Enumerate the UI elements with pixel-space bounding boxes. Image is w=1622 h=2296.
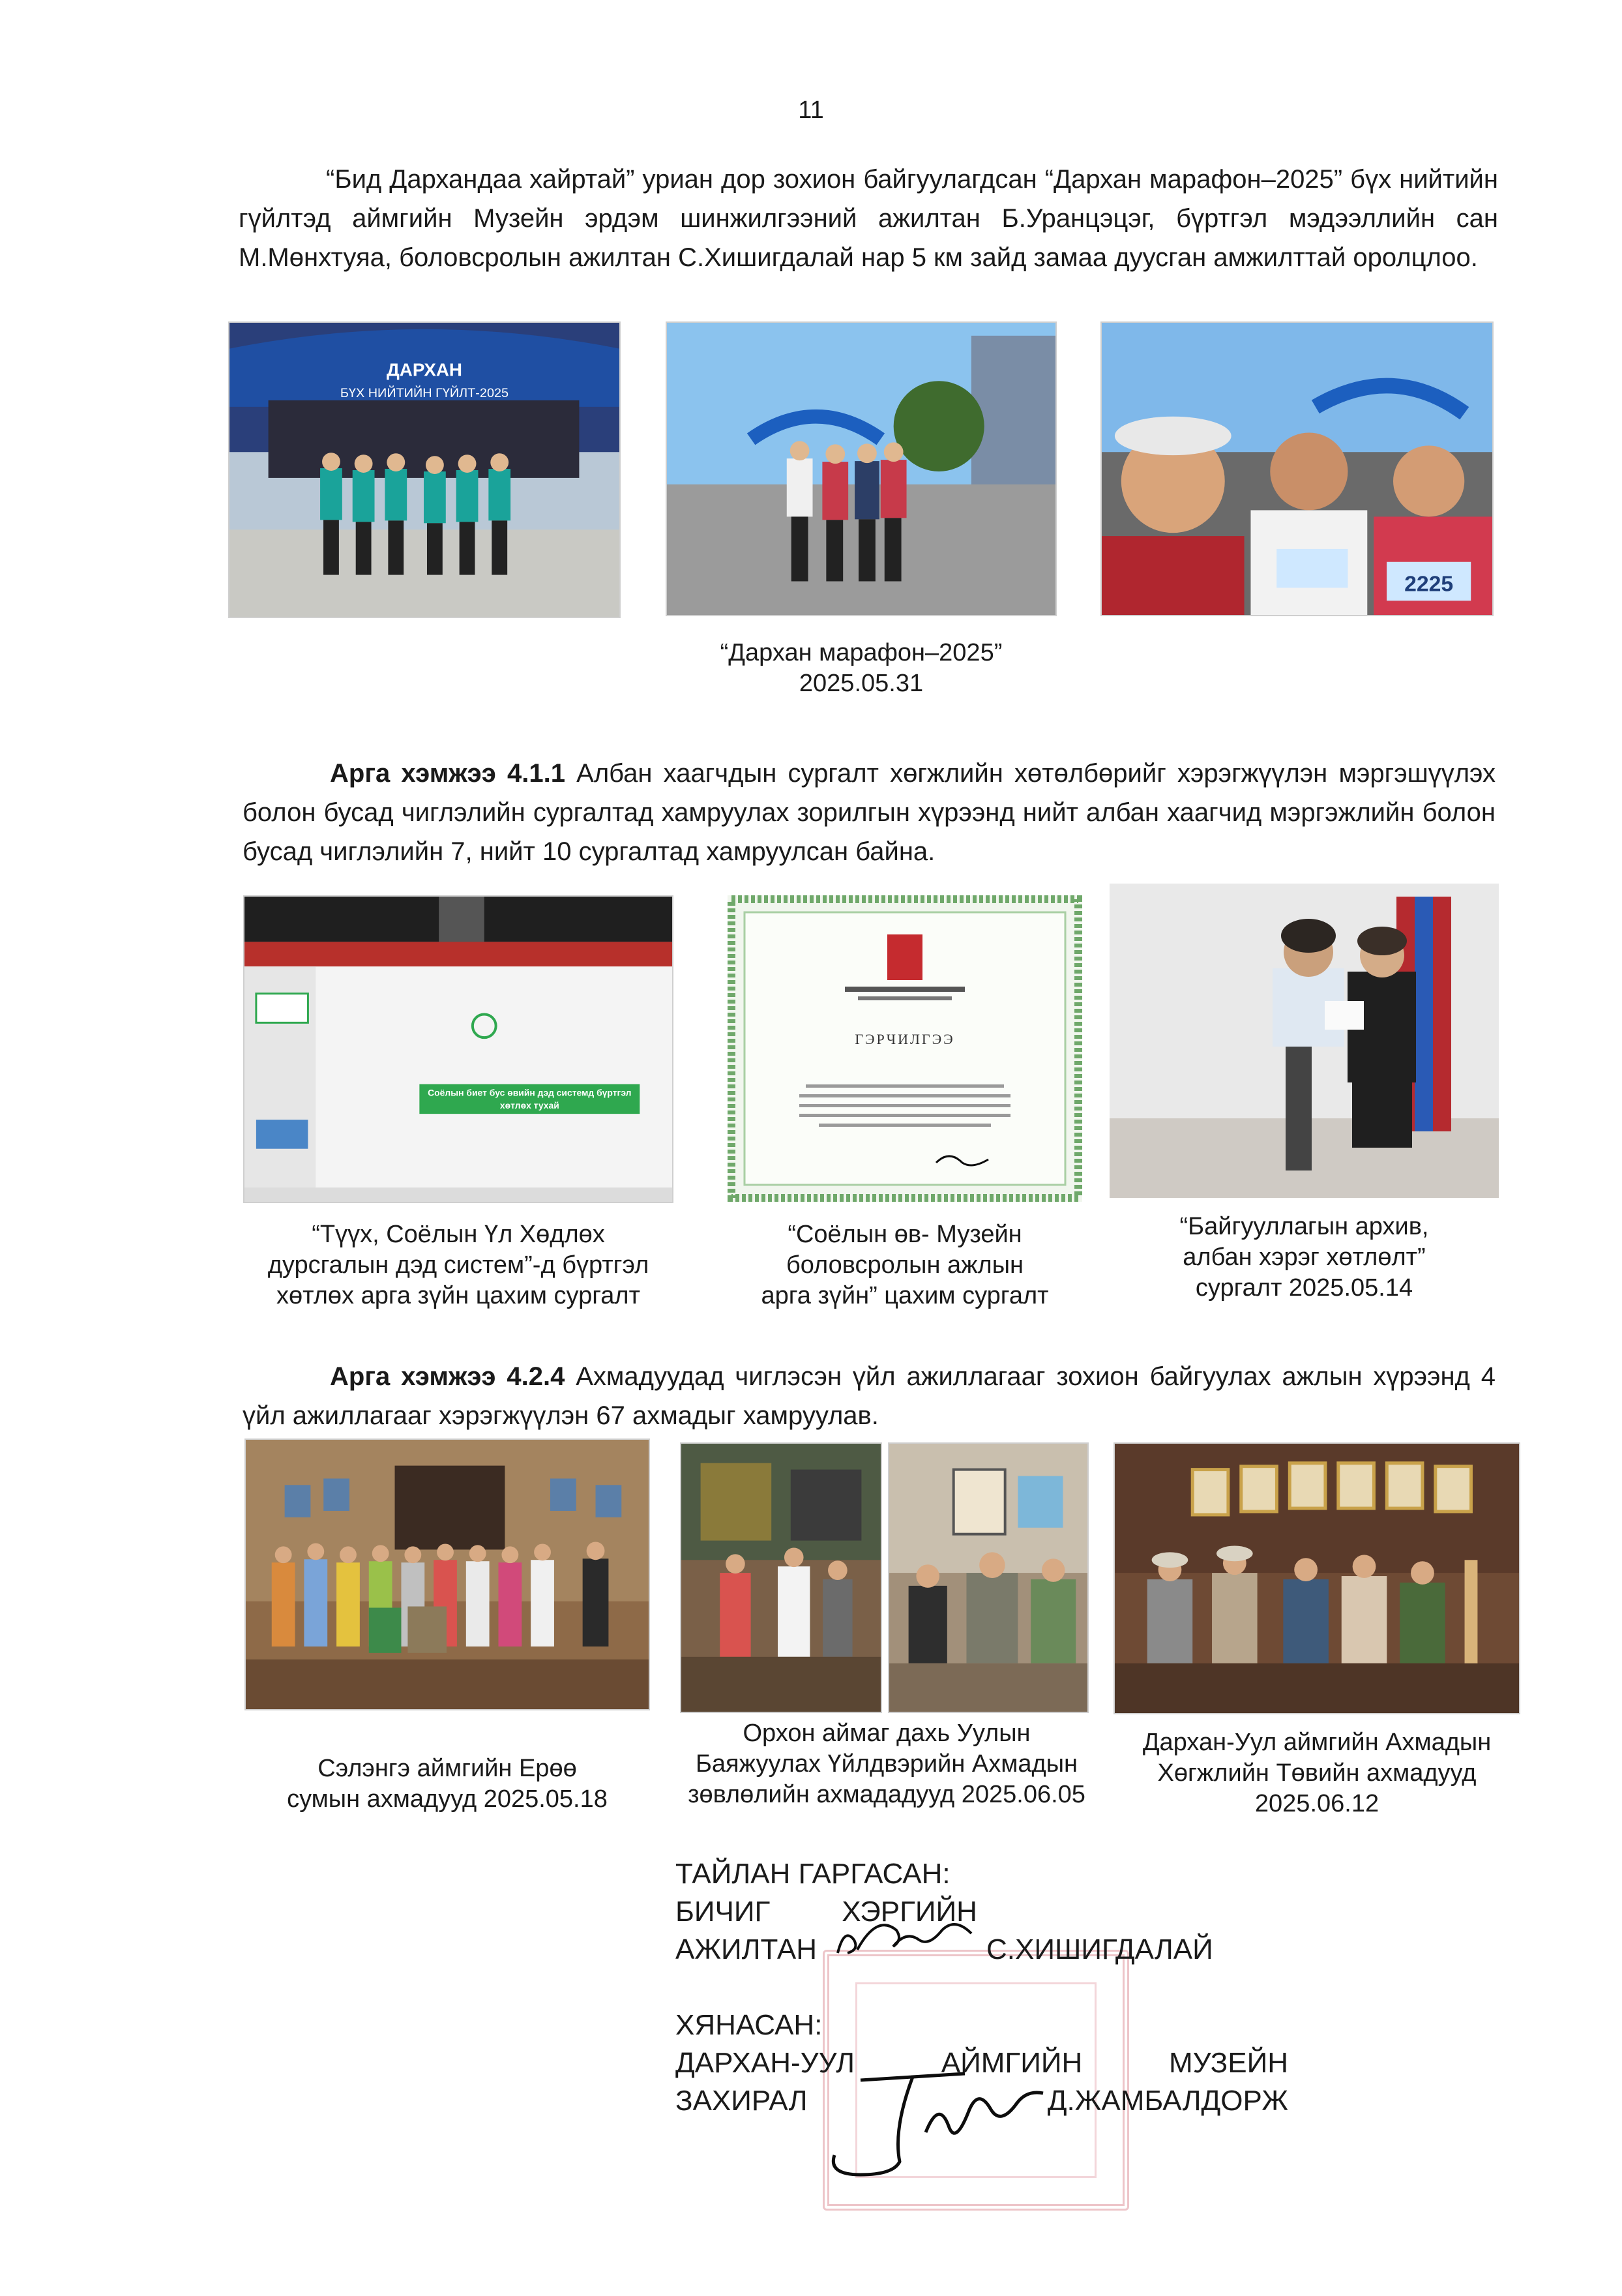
photo-marathon-stage — [228, 321, 621, 618]
photo-marathon-selfie — [1100, 321, 1494, 616]
reviewed-by-org-c: МУЗЕЙН — [1169, 2047, 1288, 2079]
certificate-title: ГЭРЧИЛГЭЭ — [855, 1031, 955, 1047]
caption-heritage-line2: дурсгалын дэд систем”-д бүртгэл — [267, 1251, 649, 1279]
caption-orkhon-line2: Баяжуулах Үйлдвэрийн Ахмадын — [695, 1750, 1078, 1778]
caption-darkhan-line3: 2025.06.12 — [1254, 1790, 1379, 1817]
photo-archive-training — [1110, 884, 1499, 1198]
banner-top-text: ДАРХАН — [386, 359, 463, 380]
signature-reviewed — [815, 2061, 1050, 2184]
photo-orkhon-elders-left — [680, 1442, 882, 1713]
caption-selenge-line2: сумын ахмадууд 2025.05.18 — [287, 1785, 608, 1813]
caption-selenge-elders — [244, 1753, 650, 1815]
photo-darkhan-elders — [1113, 1442, 1520, 1714]
paragraph-elderly-text: Ахмадуудад чиглэсэн үйл ажиллагааг зохион байгуулах ажлын хүрээнд 4 үйл ажиллагааг хэрэгжүүлэн 67 ахмадыг хамруулав. — [243, 1362, 1496, 1430]
signature-prepared — [831, 1914, 994, 1966]
bib-number: 2225 — [1404, 571, 1454, 597]
caption-marathon-line2: 2025.05.31 — [799, 670, 924, 697]
caption-archive-line3: сургалт 2025.05.14 — [1195, 1274, 1413, 1302]
caption-archive-training — [1110, 1212, 1499, 1304]
photo-selenge-elders — [244, 1439, 650, 1710]
reviewed-by-name: Д.ЖАМБАЛДОРЖ — [1047, 2085, 1288, 2117]
caption-selenge-line1: Сэлэнгэ аймгийн Ерөө — [317, 1755, 577, 1782]
paragraph-elderly-label: Арга хэмжээ 4.2.4 — [330, 1362, 565, 1391]
caption-darkhan-elders — [1113, 1727, 1520, 1819]
prepared-by-role-b: ХЭРГИЙН — [842, 1896, 977, 1928]
caption-orkhon-line1: Орхон аймаг дахь Уулын — [743, 1720, 1031, 1747]
caption-heritage-line3: хөтлөх арга зүйн цахим сургалт — [276, 1282, 640, 1309]
photo-online-training-slide — [243, 895, 673, 1203]
prepared-by-role-a: БИЧИГ — [675, 1896, 771, 1928]
caption-archive-line1: “Байгууллагын архив, — [1179, 1213, 1429, 1240]
reviewed-by-heading: ХЯНАСАН: — [675, 2009, 823, 2041]
paragraph-training-text: Албан хаагчдын сургалт хөгжлийн хөтөлбөрийг хэрэгжүүлэн мэргэшүүлэх болон бусад чиглэлийн сургалтад хамруулах зорилгын хүрээнд нийт албан хаагчид мэргэжлийн болон бусад чиглэлийн 7, нийт 10 сургалтад хамруулсан байна. — [243, 759, 1496, 866]
paragraph-marathon — [239, 160, 1498, 277]
photo-marathon-street — [666, 321, 1057, 616]
caption-museum-line1: “Соёлын өв- Музейн — [788, 1221, 1022, 1248]
caption-orkhon-elders — [665, 1718, 1108, 1810]
page-number: 11 — [798, 97, 824, 124]
reviewed-by-org-b: АЙМГИЙН — [941, 2047, 1083, 2079]
prepared-by-name: С.ХИШИГДАЛАЙ — [986, 1933, 1213, 1965]
paragraph-training — [243, 754, 1496, 871]
banner-bottom-text: БҮХ НИЙТИЙН ГҮЙЛТ-2025 — [340, 386, 509, 400]
caption-museum-line3: арга зүйн” цахим сургалт — [761, 1282, 1049, 1309]
reviewed-by-org-a: ДАРХАН-УУЛ — [675, 2047, 855, 2079]
paragraph-marathon-text: “Бид Дархандаа хайртай” уриан дор зохион байгуулагдсан “Дархан марафон–2025” бүх нийтийн гүйлтэд аймгийн Музейн эрдэм шинжилгээний ажилтан Б.Уранцэцэг, бүртгэл мэдээллийн сан М.Мөнхтуяа, боловсролын ажилтан С.Хишигдалай нар 5 км зайд замаа дуусган амжилттай оролцлоо. — [239, 165, 1498, 272]
caption-heritage-line1: “Түүх, Соёлын Үл Хөдлөх — [312, 1221, 605, 1248]
slide-title: Соёлын биет бус өвийн дэд системд бүртгэл хөтлөх тухай — [428, 1087, 632, 1111]
caption-museum-line2: боловсролын ажлын — [786, 1251, 1024, 1279]
caption-museum-education — [728, 1219, 1082, 1311]
photo-certificate — [728, 895, 1082, 1202]
prepared-by-title: АЖИЛТАН — [675, 1933, 818, 1965]
reviewed-by-title: ЗАХИРАЛ — [675, 2085, 808, 2117]
paragraph-training-label: Арга хэмжээ 4.1.1 — [330, 759, 565, 788]
caption-orkhon-line3: зөвлөлийн ахмададууд 2025.06.05 — [688, 1781, 1085, 1808]
paragraph-elderly — [243, 1357, 1496, 1435]
caption-marathon — [666, 638, 1057, 699]
caption-heritage-training — [243, 1219, 673, 1311]
photo-orkhon-elders-right — [888, 1442, 1089, 1713]
caption-darkhan-line1: Дархан-Уул аймгийн Ахмадын — [1142, 1729, 1492, 1756]
caption-archive-line2: албан хэрэг хөтлөлт” — [1183, 1244, 1426, 1271]
prepared-by-heading: ТАЙЛАН ГАРГАСАН: — [675, 1858, 951, 1890]
caption-darkhan-line2: Хөгжлийн Төвийн ахмадууд — [1157, 1759, 1477, 1787]
caption-marathon-line1: “Дархан марафон–2025” — [720, 639, 1003, 666]
